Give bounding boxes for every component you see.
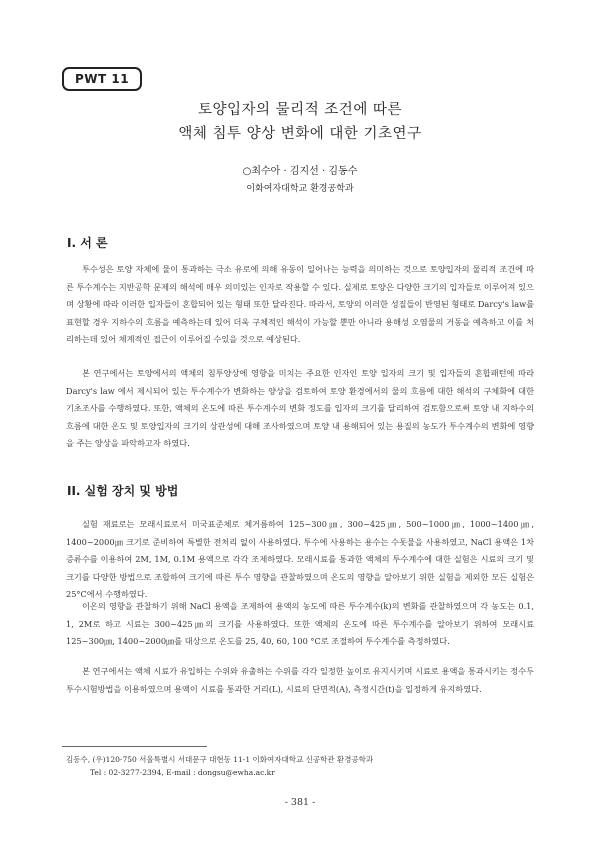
section-heading-methods: II. 실험 장치 및 방법 bbox=[67, 484, 179, 498]
body-paragraph: 본 연구에서는 토양에서의 액체의 침투양상에 영향을 미치는 주요한 인자인 토양 입자의 크기 및 입자들의 혼합패턴에 따라 Darcy's law 에서 제시되어 있는 투수계수가 변화하는 양상을 검토하여 토양 환경에서의 물의 흐름에 대한 해석의 구체화에 대한 기초조사를 수행하였다. 또한, 액체의 온도에 따른 투수계수의 변화 정도를 입자의 크기를 달리하여 검토함으로써 토양 내 지하수의 흐름에 대한 온도 및 토양입자의 크기의 상관성에 대해 조사하였으며 토양 내 용해되어 있는 용질의 농도가 투수계수의 변화에 영향을 주는 양상을 파악하고자 하였다. bbox=[66, 368, 534, 448]
body-paragraph: 실험 재료로는 모래시료로서 미국표준체로 체거름하여 125~300㎛, 300~425㎛, 500~1000㎛, 1000~1400㎛, 1400~2000㎛ 크기로 준비하여 특별한 전처리 없이 사용하였다. 투수에 사용하는 용수는 수돗물을 사용하였고, NaCl 용액은 1차 증류수를 이용하여 2M, 1M, 0.1M 용액으로 각각 조제하였다. 모래시료를 통과한 액체의 투수계수에 대한 실험은 시료의 크기 및 크기를 다양한 방법으로 조합하여 크기에 따른 투수 영향을 관찰하였으며 온도의 영향을 알아보기 위한 실험을 제외한 모든 실험은 25°C에서 수행하였다. bbox=[66, 519, 534, 599]
affiliation: 이화여자대학교 환경공학과 bbox=[246, 184, 354, 194]
footnote-address: 김동수, (우)120-750 서울특별시 서대문구 대현동 11-1 이화여자대학교 신공학관 환경공학과 bbox=[66, 755, 374, 764]
page-number: - 381 - bbox=[284, 797, 316, 808]
footnote-contact: Tel : 02-3277-2394, E-mail : dongsu@ewha.ac.kr bbox=[90, 768, 275, 777]
body-paragraph: 이온의 영향을 관찰하기 위해 NaCl 용액을 조제하여 용액의 농도에 따른 투수계수(k)의 변화를 관찰하였으며 각 농도는 0.1, 1, 2M로 하고 시료는 300~425㎛의 크기를 사용하였다. 또한 액체의 온도에 따른 투수계수를 알아보기 위하여 모래시료 125~300㎛, 1400~2000㎛를 대상으로 온도를 25, 40, 60, 100 °C로 조절하여 투수계수를 측정하였다. bbox=[66, 601, 534, 646]
title-line-1: 토양입자의 물리적 조건에 따른 bbox=[198, 102, 402, 118]
footnote-divider bbox=[62, 746, 207, 747]
author-list: ○최수아 · 김지선 · 김동수 bbox=[242, 166, 358, 177]
body-paragraph: 투수성은 토양 자체에 물이 통과하는 극소 유로에 의해 유동이 일어나는 능력을 의미하는 것으로 토양입자의 물리적 조건에 따른 투수계수는 지반공학 문제의 해석에 매우 의미있는 인자로 작용할 수 있다. 실제로 토양은 다양한 크기의 입자들로 이루어져 있으며 상황에 따라 이러한 입자들이 혼합되어 있는 형태 또한 달라진다. 따라서, 토양의 이러한 성질들이 반영된 형태로 Darcy's law를 표현할 경우 지하수의 흐름을 예측하는데 있어 더욱 구체적인 해석이 가능할 뿐만 아니라 용해성 오염물의 거동을 예측하고 이를 처리하는데 있어 체계적인 접근이 이루어질 수있을 것으로 예상된다. bbox=[66, 264, 534, 344]
body-paragraph: 본 연구에서는 액체 시료가 유입하는 수위와 유출하는 수위를 각각 일정한 높이로 유지시키며 시료로 용액을 통과시키는 정수두 투수시험방법을 이용하였으며 용액이 시료를 통과한 거리(L), 시료의 단면적(A), 측정시간(t)을 일정하게 유지하였다. bbox=[66, 666, 534, 694]
section-heading-introduction: I. 서 론 bbox=[67, 236, 108, 250]
title-line-2: 액체 침투 양상 변화에 대한 기초연구 bbox=[178, 126, 422, 142]
session-badge: PWT 11 bbox=[62, 67, 142, 91]
